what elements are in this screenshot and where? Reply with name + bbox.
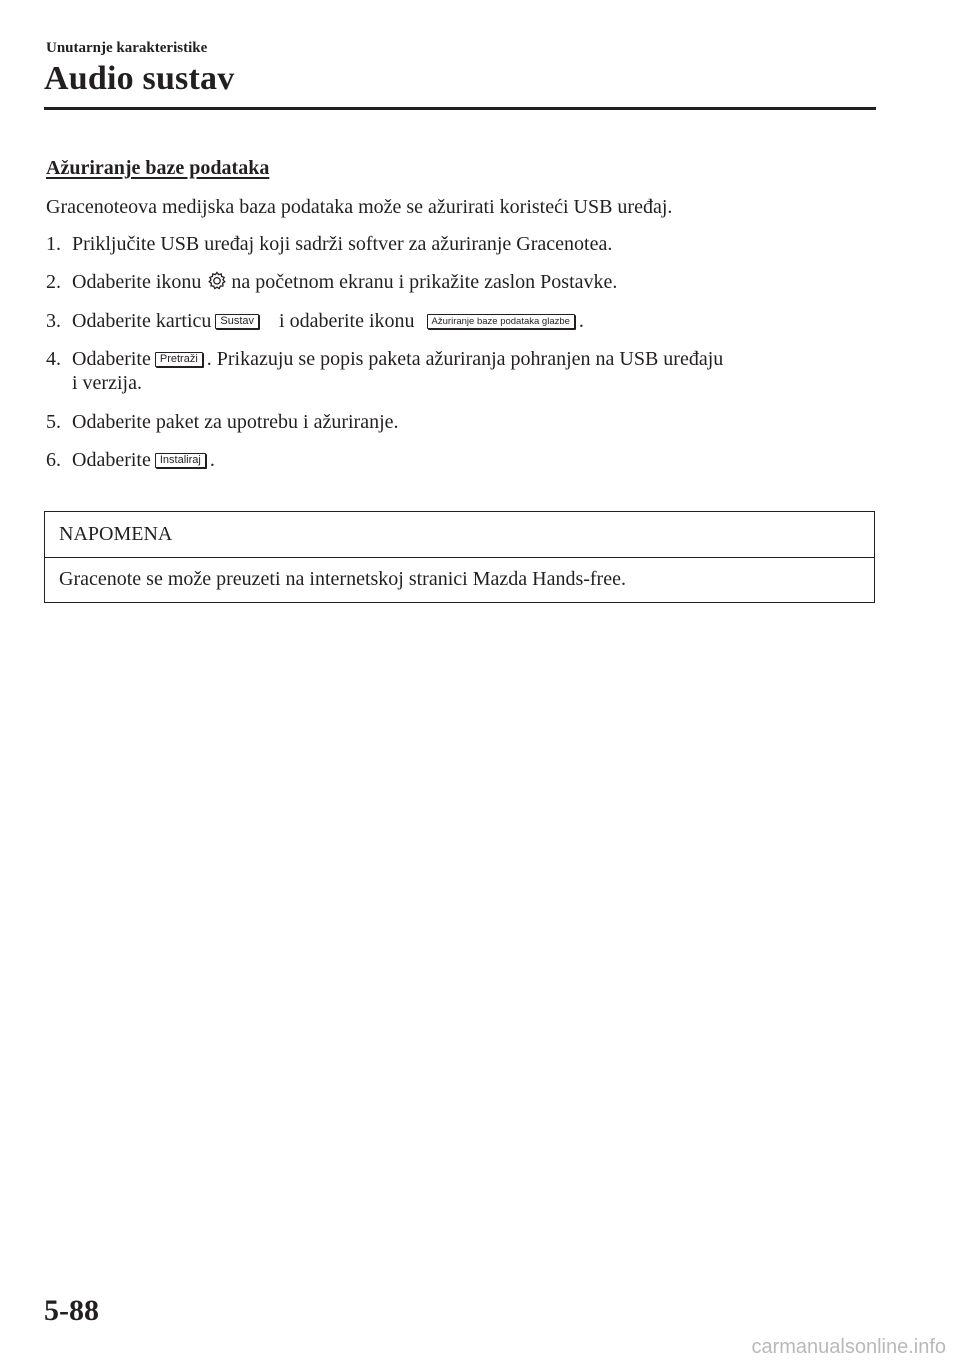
note-title: NAPOMENA	[59, 523, 173, 545]
step-text-after: . Prikazuju se popis paketa ažuriranja pohranjen na USB uređaju	[206, 348, 724, 370]
step-number: 2.	[46, 271, 61, 293]
sub-heading: Ažuriranje baze podataka	[46, 157, 270, 179]
update-music-database-button[interactable]: Ažuriranje baze podataka glazbe	[427, 314, 575, 329]
step-text: Odaberite	[72, 449, 151, 471]
step-text-after: na početnom ekranu i prikažite zaslon Postavke.	[231, 271, 618, 293]
step-number: 4.	[46, 348, 61, 370]
note-text: Gracenote se može preuzeti na internetskoj stranici Mazda Hands-free.	[59, 568, 626, 590]
step-text-middle: i odaberite ikonu	[279, 310, 415, 332]
step-text: Priključite USB uređaj koji sadrži softver za ažuriranje Gracenotea.	[72, 233, 613, 255]
section-label: Unutarnje karakteristike	[46, 40, 208, 56]
step-3	[46, 310, 584, 333]
search-button[interactable]: Pretraži	[155, 352, 203, 367]
step-4	[46, 348, 723, 371]
watermark: carmanualsonline.info	[751, 1336, 946, 1358]
step-6	[46, 449, 215, 472]
step-text-after: .	[209, 449, 215, 471]
step-2	[46, 271, 617, 294]
page-number: 5-88	[44, 1294, 99, 1327]
sustav-tab-button[interactable]: Sustav	[215, 314, 259, 329]
step-text-after: .	[578, 310, 584, 332]
title-rule	[44, 107, 876, 110]
step-number: 6.	[46, 449, 61, 471]
settings-gear-icon[interactable]	[207, 271, 227, 291]
page-title: Audio sustav	[44, 60, 235, 97]
step-text: Odaberite ikonu	[72, 271, 202, 293]
install-button[interactable]: Instaliraj	[155, 453, 206, 468]
step-text: Odaberite paket za upotrebu i ažuriranje.	[72, 411, 399, 433]
step-number: 3.	[46, 310, 61, 332]
note-header	[45, 512, 874, 558]
step-5	[46, 411, 399, 434]
step-number: 5.	[46, 411, 61, 433]
step-text: Odaberite karticu	[72, 310, 212, 332]
step-text: Odaberite	[72, 348, 151, 370]
intro-text: Gracenoteova medijska baza podataka može se ažurirati koristeći USB uređaj.	[46, 196, 673, 218]
step-number: 1.	[46, 233, 61, 255]
step-4-continuation: i verzija.	[72, 372, 142, 394]
note-box	[44, 511, 875, 603]
step-1	[46, 233, 612, 256]
